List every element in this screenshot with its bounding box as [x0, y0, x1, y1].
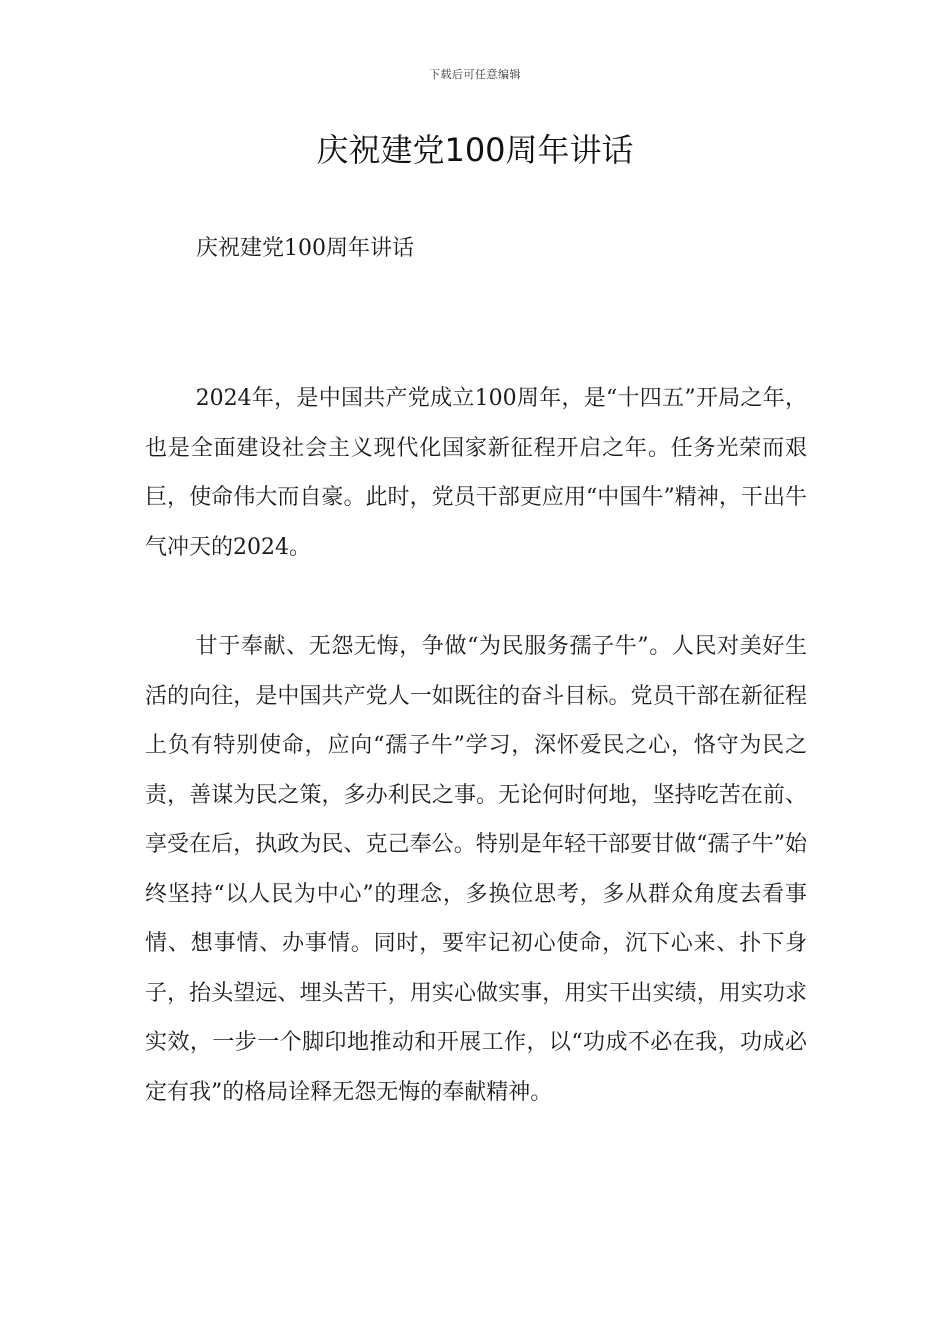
- header-note: 下载后可任意编辑: [429, 68, 521, 81]
- document-subheading: 庆祝建党100周年讲话: [196, 236, 414, 261]
- document-title: 庆祝建党100周年讲话: [316, 131, 634, 169]
- body-paragraph: 甘于奉献、无怨无悔，争做“为民服务孺子牛”。人民对美好生活的向往，是中国共产党人一如既往的奋斗目标。党员干部在新征程上负有特别使命，应向“孺子牛”学习，深怀爱民之心，恪守为民之责，善谋为民之策，多办利民之事。无论何时何地，坚持吃苦在前、享受在后，执政为民、克己奉公。特别是年轻干部要甘做“孺子牛”始终坚持“以人民为中心”的理念，多换位思考，多从群众角度去看事情、想事情、办事情。同时，要牢记初心使命，沉下心来、扑下身子，抬头望远、埋头苦干，用实心做实事，用实干出实绩，用实功求实效，一步一个脚印地推动和开展工作，以“功成不必在我，功成必定有我”的格局诠释无怨无悔的奉献精神。: [145, 634, 807, 1105]
- body-paragraph: 2024年，是中国共产党成立100周年，是“十四五”开局之年，也是全面建设社会主义现代化国家新征程开启之年。任务光荣而艰巨，使命伟大而自豪。此时，党员干部更应用“中国牛”精神，干出牛气冲天的2024。: [145, 386, 807, 560]
